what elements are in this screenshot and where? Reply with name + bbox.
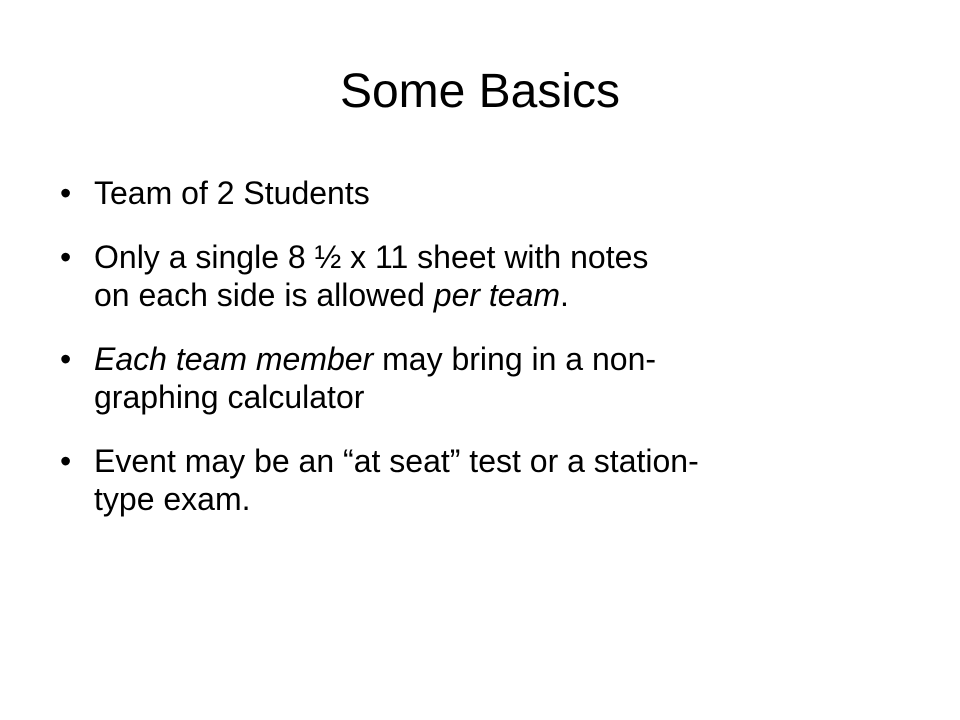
bullet-line [94, 340, 934, 378]
bullet-line [94, 174, 934, 212]
bullet-item [54, 442, 934, 518]
bullet-line [94, 480, 934, 518]
text-run: graphing calculator [94, 379, 365, 415]
bullet-item [54, 238, 934, 314]
bullet-dot-icon: • [60, 443, 72, 479]
text-run: type exam. [94, 481, 251, 517]
bullet-item [54, 174, 934, 212]
text-run: on each side is allowed [94, 277, 434, 313]
bullet-dot-icon: • [60, 341, 72, 377]
bullet-item [54, 340, 934, 416]
text-run: . [560, 277, 569, 313]
slide-title: Some Basics [339, 65, 621, 118]
bullet-line [94, 238, 934, 276]
text-run: Event may be an “at seat” test or a station- [94, 443, 699, 479]
bullet-line [94, 378, 934, 416]
text-run-italic: Each team member [94, 341, 374, 377]
text-run: may bring in a non- [373, 341, 657, 377]
bullet-line [94, 276, 934, 314]
text-run: Only a single 8 ½ x 11 sheet with notes [94, 239, 649, 275]
bullet-line [94, 442, 934, 480]
text-run: Team of 2 Students [94, 175, 370, 211]
bullet-list [54, 174, 934, 544]
bullet-dot-icon: • [60, 239, 72, 275]
bullet-dot-icon: • [60, 175, 72, 211]
text-run-italic: per team [433, 277, 561, 313]
